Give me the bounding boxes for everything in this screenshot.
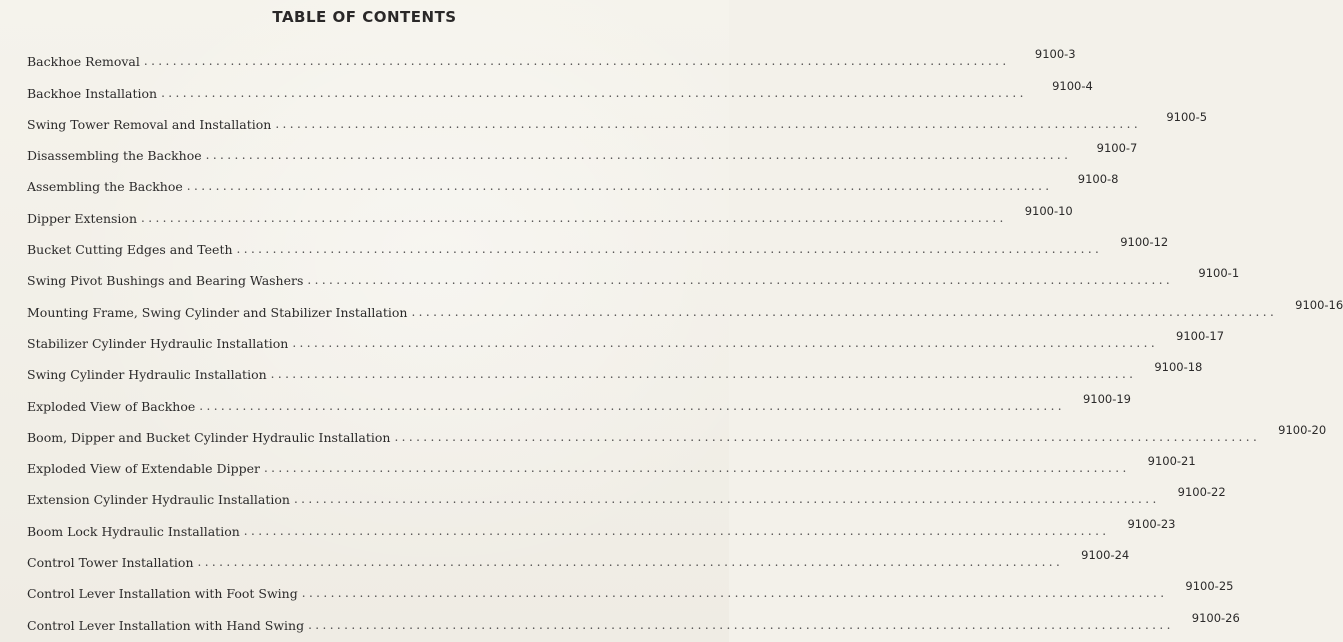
dot-leader: ........................................................................................................................ — [308, 617, 1174, 632]
dot-leader: ........................................................................................................................ — [275, 116, 1142, 131]
toc-entry-page: 9100-10 — [1024, 203, 1073, 218]
toc-entry-label: Boom Lock Hydraulic Installation — [27, 523, 240, 539]
toc-entry — [27, 132, 1138, 164]
toc-entry-label: Swing Cylinder Hydraulic Installation — [27, 367, 267, 383]
dot-leader: ........................................................................................................................ — [293, 492, 1160, 507]
toc-entry-label: Backhoe Installation — [27, 85, 158, 101]
toc-entry — [27, 38, 1076, 70]
toc-entry-page: 9100-22 — [1177, 485, 1226, 500]
toc-entry-label: Control Lever Installation with Foot Swing — [27, 586, 298, 602]
dot-leader: ........................................................................................................................ — [263, 461, 1130, 476]
dot-leader: ........................................................................................................................ — [197, 555, 1064, 570]
toc-entry — [27, 351, 1203, 383]
toc-entry — [27, 414, 1327, 445]
dot-leader: ........................................................................................................................ — [205, 148, 1072, 163]
toc-entry-page: 9100-4 — [1052, 78, 1093, 93]
toc-entry-page: 9100-8 — [1077, 172, 1119, 187]
page-title: TABLE OF CONTENTS — [272, 8, 457, 26]
toc-entry-page: 9100-24 — [1081, 548, 1130, 563]
toc-entry — [27, 476, 1226, 508]
dot-leader: ........................................................................................................................ — [186, 179, 1053, 194]
toc-entry — [27, 69, 1093, 101]
dot-leader: ........................................................................................................................ — [411, 304, 1278, 319]
toc-entry-label: Backhoe Removal — [27, 54, 140, 70]
dot-leader: ........................................................................................................................ — [199, 398, 1065, 413]
toc-entry-page: 9100-1 — [1198, 266, 1240, 281]
toc-entry — [27, 194, 1073, 226]
toc-entry-label: Stabilizer Cylinder Hydraulic Installation — [27, 335, 289, 351]
dot-leader: ........................................................................................................................ — [301, 586, 1168, 601]
toc-entry-label: Mounting Frame, Swing Cylinder and Stabilizer Installation — [27, 304, 408, 320]
toc-entry — [27, 539, 1130, 571]
toc-entry — [27, 601, 1240, 633]
dot-leader: ........................................................................................................................ — [141, 210, 1007, 225]
toc-list — [27, 38, 1343, 633]
toc-entry-label: Disassembling the Backhoe — [27, 148, 202, 164]
toc-entry-page: 9100-25 — [1185, 579, 1234, 594]
dot-leader: ........................................................................................................................ — [270, 367, 1137, 382]
toc-entry-page: 9100-7 — [1096, 141, 1138, 156]
dot-leader: ........................................................................................................................ — [161, 85, 1027, 100]
toc-entry — [27, 101, 1208, 132]
toc-entry-page: 9100-19 — [1082, 391, 1131, 406]
dot-leader: ........................................................................................................................ — [143, 54, 1010, 69]
toc-entry — [27, 507, 1176, 539]
toc-entry-label: Control Tower Installation — [27, 555, 194, 571]
toc-entry — [27, 257, 1240, 289]
toc-entry — [27, 226, 1169, 258]
dot-leader: ........................................................................................................................ — [307, 273, 1174, 288]
toc-entry — [27, 288, 1343, 320]
toc-entry-label: Assembling the Backhoe — [27, 179, 183, 195]
toc-entry-page: 9100-5 — [1166, 109, 1208, 124]
toc-entry-page: 9100-26 — [1191, 610, 1240, 625]
toc-entry-label: Boom, Dipper and Bucket Cylinder Hydraulic Installation — [27, 429, 391, 445]
toc-entry-page: 9100-21 — [1147, 454, 1196, 469]
toc-entry — [27, 382, 1131, 414]
toc-entry-page: 9100-18 — [1154, 360, 1203, 375]
toc-entry — [27, 445, 1196, 477]
dot-leader: ........................................................................................................................ — [292, 335, 1159, 350]
toc-entry-page: 9100-20 — [1278, 422, 1327, 437]
toc-entry-label: Swing Pivot Bushings and Bearing Washers — [27, 273, 304, 289]
toc-entry-label: Exploded View of Backhoe — [27, 398, 196, 414]
toc-entry-label: Bucket Cutting Edges and Teeth — [27, 242, 233, 258]
toc-entry-page: 9100-17 — [1176, 328, 1225, 343]
toc-entry-label: Swing Tower Removal and Installation — [27, 116, 272, 132]
dot-leader: ........................................................................................................................ — [243, 523, 1110, 538]
dot-leader: ........................................................................................................................ — [394, 429, 1261, 444]
toc-entry-page: 9100-23 — [1127, 516, 1176, 531]
toc-entry-label: Extension Cylinder Hydraulic Installation — [27, 492, 290, 508]
toc-entry-label: Exploded View of Extendable Dipper — [27, 461, 260, 477]
toc-entry-page: 9100-12 — [1120, 235, 1169, 250]
toc-entry-page: 9100-16 — [1295, 297, 1343, 312]
toc-entry-label: Control Lever Installation with Hand Swing — [27, 617, 305, 633]
dot-leader: ........................................................................................................................ — [236, 242, 1103, 257]
toc-entry — [27, 320, 1225, 351]
toc-entry — [27, 570, 1234, 602]
toc-entry-label: Dipper Extension — [27, 210, 138, 226]
toc-entry — [27, 163, 1119, 195]
toc-entry-page: 9100-3 — [1034, 47, 1076, 62]
